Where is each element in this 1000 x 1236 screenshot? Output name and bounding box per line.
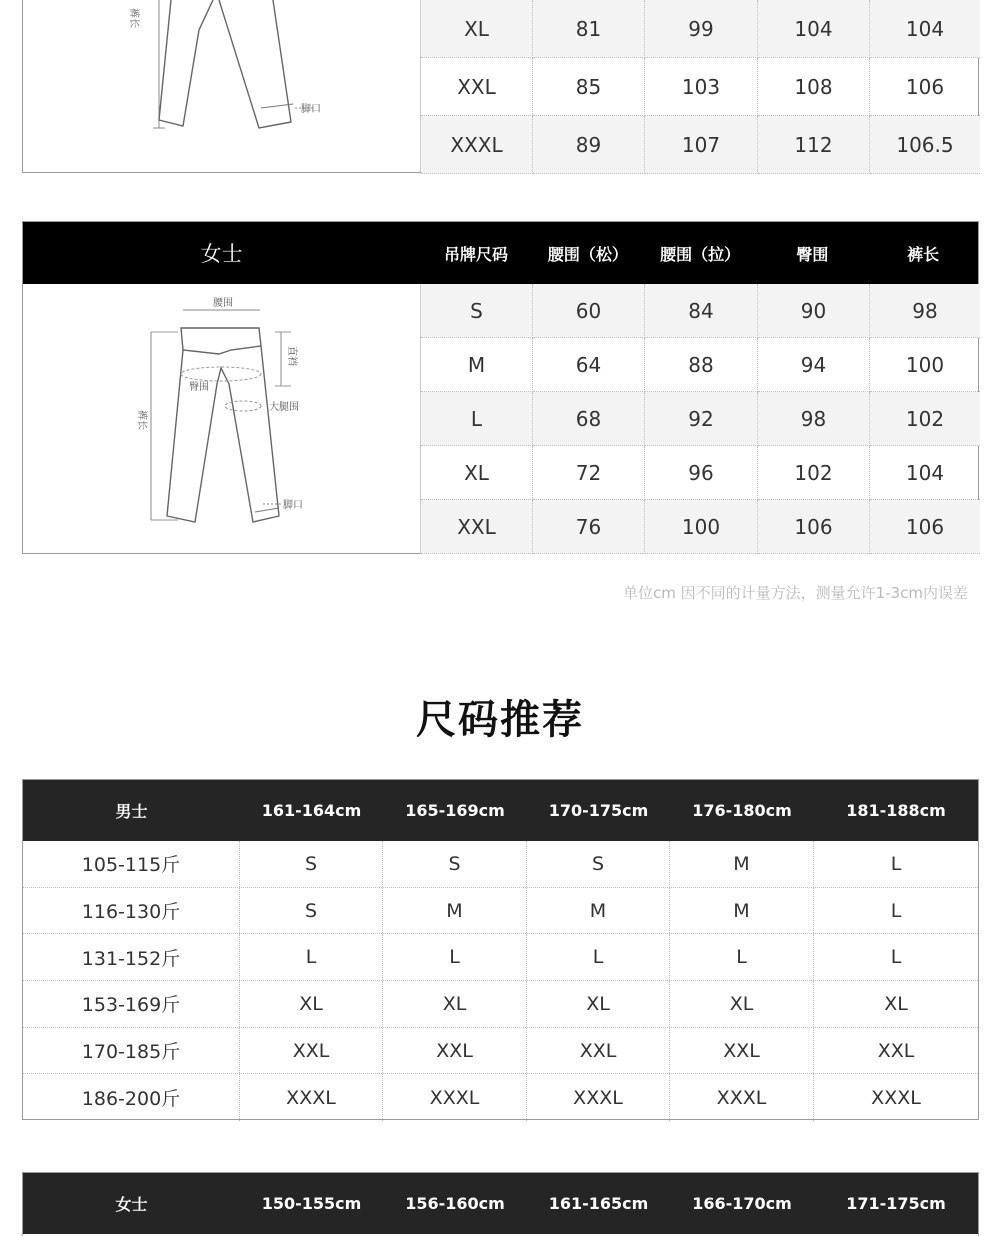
recommended-size-cell: S [240,888,383,934]
header-hip: 臀围 [796,244,829,264]
recommended-size-cell: XXXL [871,1086,921,1109]
table-row [23,981,978,1028]
measurement-cell: 100 [870,338,980,392]
measurement-cell: 107 [645,116,758,174]
measurement-cell: 98 [870,284,980,338]
women-pants-figure [23,284,421,554]
men-recommendation-header [23,780,978,841]
women-size-header [23,222,978,284]
measurement-cell: 99 [645,0,758,58]
recommended-size-cell: XL [884,992,908,1015]
length-label: 裤长 [136,410,147,430]
table-row [23,1074,978,1121]
measurement-cell: 98 [758,392,870,446]
measurement-cell: 89 [533,116,645,174]
measurement-cell: 102 [870,392,980,446]
recommended-size-cell: XXL [527,1028,670,1074]
recommended-size-cell: M [670,841,814,887]
measurement-cell: 100 [645,500,758,554]
size-cell: XXXL [421,116,533,174]
hem-label: 脚口 [301,104,321,115]
weight-header: 男士 [115,802,148,821]
measurement-cell: 64 [533,338,645,392]
men-recommendation-table [22,779,979,1120]
size-cell: M [421,338,533,392]
measurement-cell: 94 [758,338,870,392]
measurement-cell: 104 [870,0,980,58]
women-recommendation-header [23,1173,978,1234]
recommended-size-cell: L [890,946,902,969]
size-cell: XXL [421,500,533,554]
recommended-size-cell: XL [527,981,670,1027]
table-row [23,841,978,888]
height-range-header: 161-165cm [548,1194,649,1213]
measurement-cell: 104 [870,446,980,500]
recommended-size-cell: S [383,841,527,887]
height-range-header: 156-160cm [405,1194,505,1213]
measurement-cell: 106.5 [870,116,980,174]
recommended-size-cell: XXL [877,1039,915,1062]
measurement-cell: 72 [533,446,645,500]
recommended-size-cell: S [527,841,670,887]
recommended-size-cell: XXL [383,1028,527,1074]
measurement-cell: 104 [758,0,870,58]
size-cell: S [421,284,533,338]
weight-range-cell: 116-130斤 [23,888,240,934]
measurement-cell: 92 [645,392,758,446]
men-size-grid [421,0,980,172]
height-range-header: 165-169cm [405,801,505,820]
recommendation-title: 尺码推荐 [416,697,584,743]
recommended-size-cell: L [890,852,902,875]
measurement-cell: 102 [758,446,870,500]
height-range-header: 170-175cm [548,801,649,820]
recommended-size-cell: XXXL [670,1074,814,1121]
measurement-cell: 68 [533,392,645,446]
weight-range-cell: 131-152斤 [23,934,240,980]
measurement-cell: 81 [533,0,645,58]
recommended-size-cell: XXXL [383,1074,527,1121]
size-cell: L [421,392,533,446]
recommended-size-cell: XXXL [240,1074,383,1121]
weight-range-cell: 170-185斤 [23,1028,240,1074]
height-range-header: 166-170cm [692,1194,792,1213]
measurement-cell: 108 [758,58,870,116]
recommended-size-cell: XL [383,981,527,1027]
measurement-cell: 96 [645,446,758,500]
recommended-size-cell: L [240,934,383,980]
pants-diagram-icon [23,284,421,554]
header-length: 裤长 [907,244,940,264]
recommended-size-cell: L [670,934,814,980]
women-size-title: 女士 [200,242,243,266]
pants-diagram-icon [23,0,421,174]
weight-range-cell: 153-169斤 [23,981,240,1027]
rise-label: 直裆 [286,346,297,366]
size-cell: XL [421,0,533,58]
women-size-chart [22,221,979,554]
thigh-label: 大腿围 [269,402,299,413]
weight-header: 女士 [115,1195,148,1214]
table-row [23,1028,978,1075]
recommended-size-cell: M [383,888,527,934]
recommended-size-cell: XL [670,981,814,1027]
header-tag-size: 吊牌尺码 [444,244,509,264]
weight-range-cell: 105-115斤 [23,841,240,887]
length-label: 裤长 [128,8,139,28]
height-range-header: 176-180cm [692,801,792,820]
recommended-size-cell: M [670,888,814,934]
women-size-grid [421,284,980,554]
measurement-cell: 85 [533,58,645,116]
recommended-size-cell: XL [240,981,383,1027]
recommended-size-cell: L [383,934,527,980]
header-waist-stretched: 腰围（拉） [660,244,741,264]
hip-label: 臀围 [189,382,209,393]
height-range-header: 150-155cm [261,1194,362,1213]
recommended-size-cell: XXL [240,1028,383,1074]
table-row [23,888,978,935]
measurement-cell: 106 [758,500,870,554]
size-cell: XXL [421,58,533,116]
recommended-size-cell: XXL [670,1028,814,1074]
measurement-cell: 76 [533,500,645,554]
recommended-size-cell: XXXL [527,1074,670,1121]
weight-range-cell: 186-200斤 [23,1074,240,1121]
men-recommendation-body [23,841,978,1121]
measurement-cell: 106 [870,58,980,116]
measurement-cell: 84 [645,284,758,338]
header-waist-relaxed: 腰围（松） [547,244,628,264]
measurement-cell: 103 [645,58,758,116]
measurement-cell: 60 [533,284,645,338]
recommended-size-cell: L [527,934,670,980]
height-range-header: 161-164cm [261,801,362,820]
hem-label: 脚口 [283,500,303,511]
height-range-header: 171-175cm [846,1194,946,1213]
size-cell: XL [421,446,533,500]
recommended-size-cell: M [527,888,670,934]
waist-label: 腰围 [213,298,233,309]
measurement-cell: 106 [870,500,980,554]
recommended-size-cell: L [890,899,902,922]
women-recommendation-table [22,1172,979,1236]
measurement-cell: 90 [758,284,870,338]
height-range-header: 181-188cm [846,801,946,820]
measurement-cell: 88 [645,338,758,392]
men-size-chart [22,0,979,173]
recommended-size-cell: S [240,841,383,887]
unit-note: 单位cm 因不同的计量方法，测量允许1-3cm内误差 [623,584,968,602]
table-row [23,934,978,981]
measurement-cell: 112 [758,116,870,174]
men-pants-figure [23,0,421,172]
